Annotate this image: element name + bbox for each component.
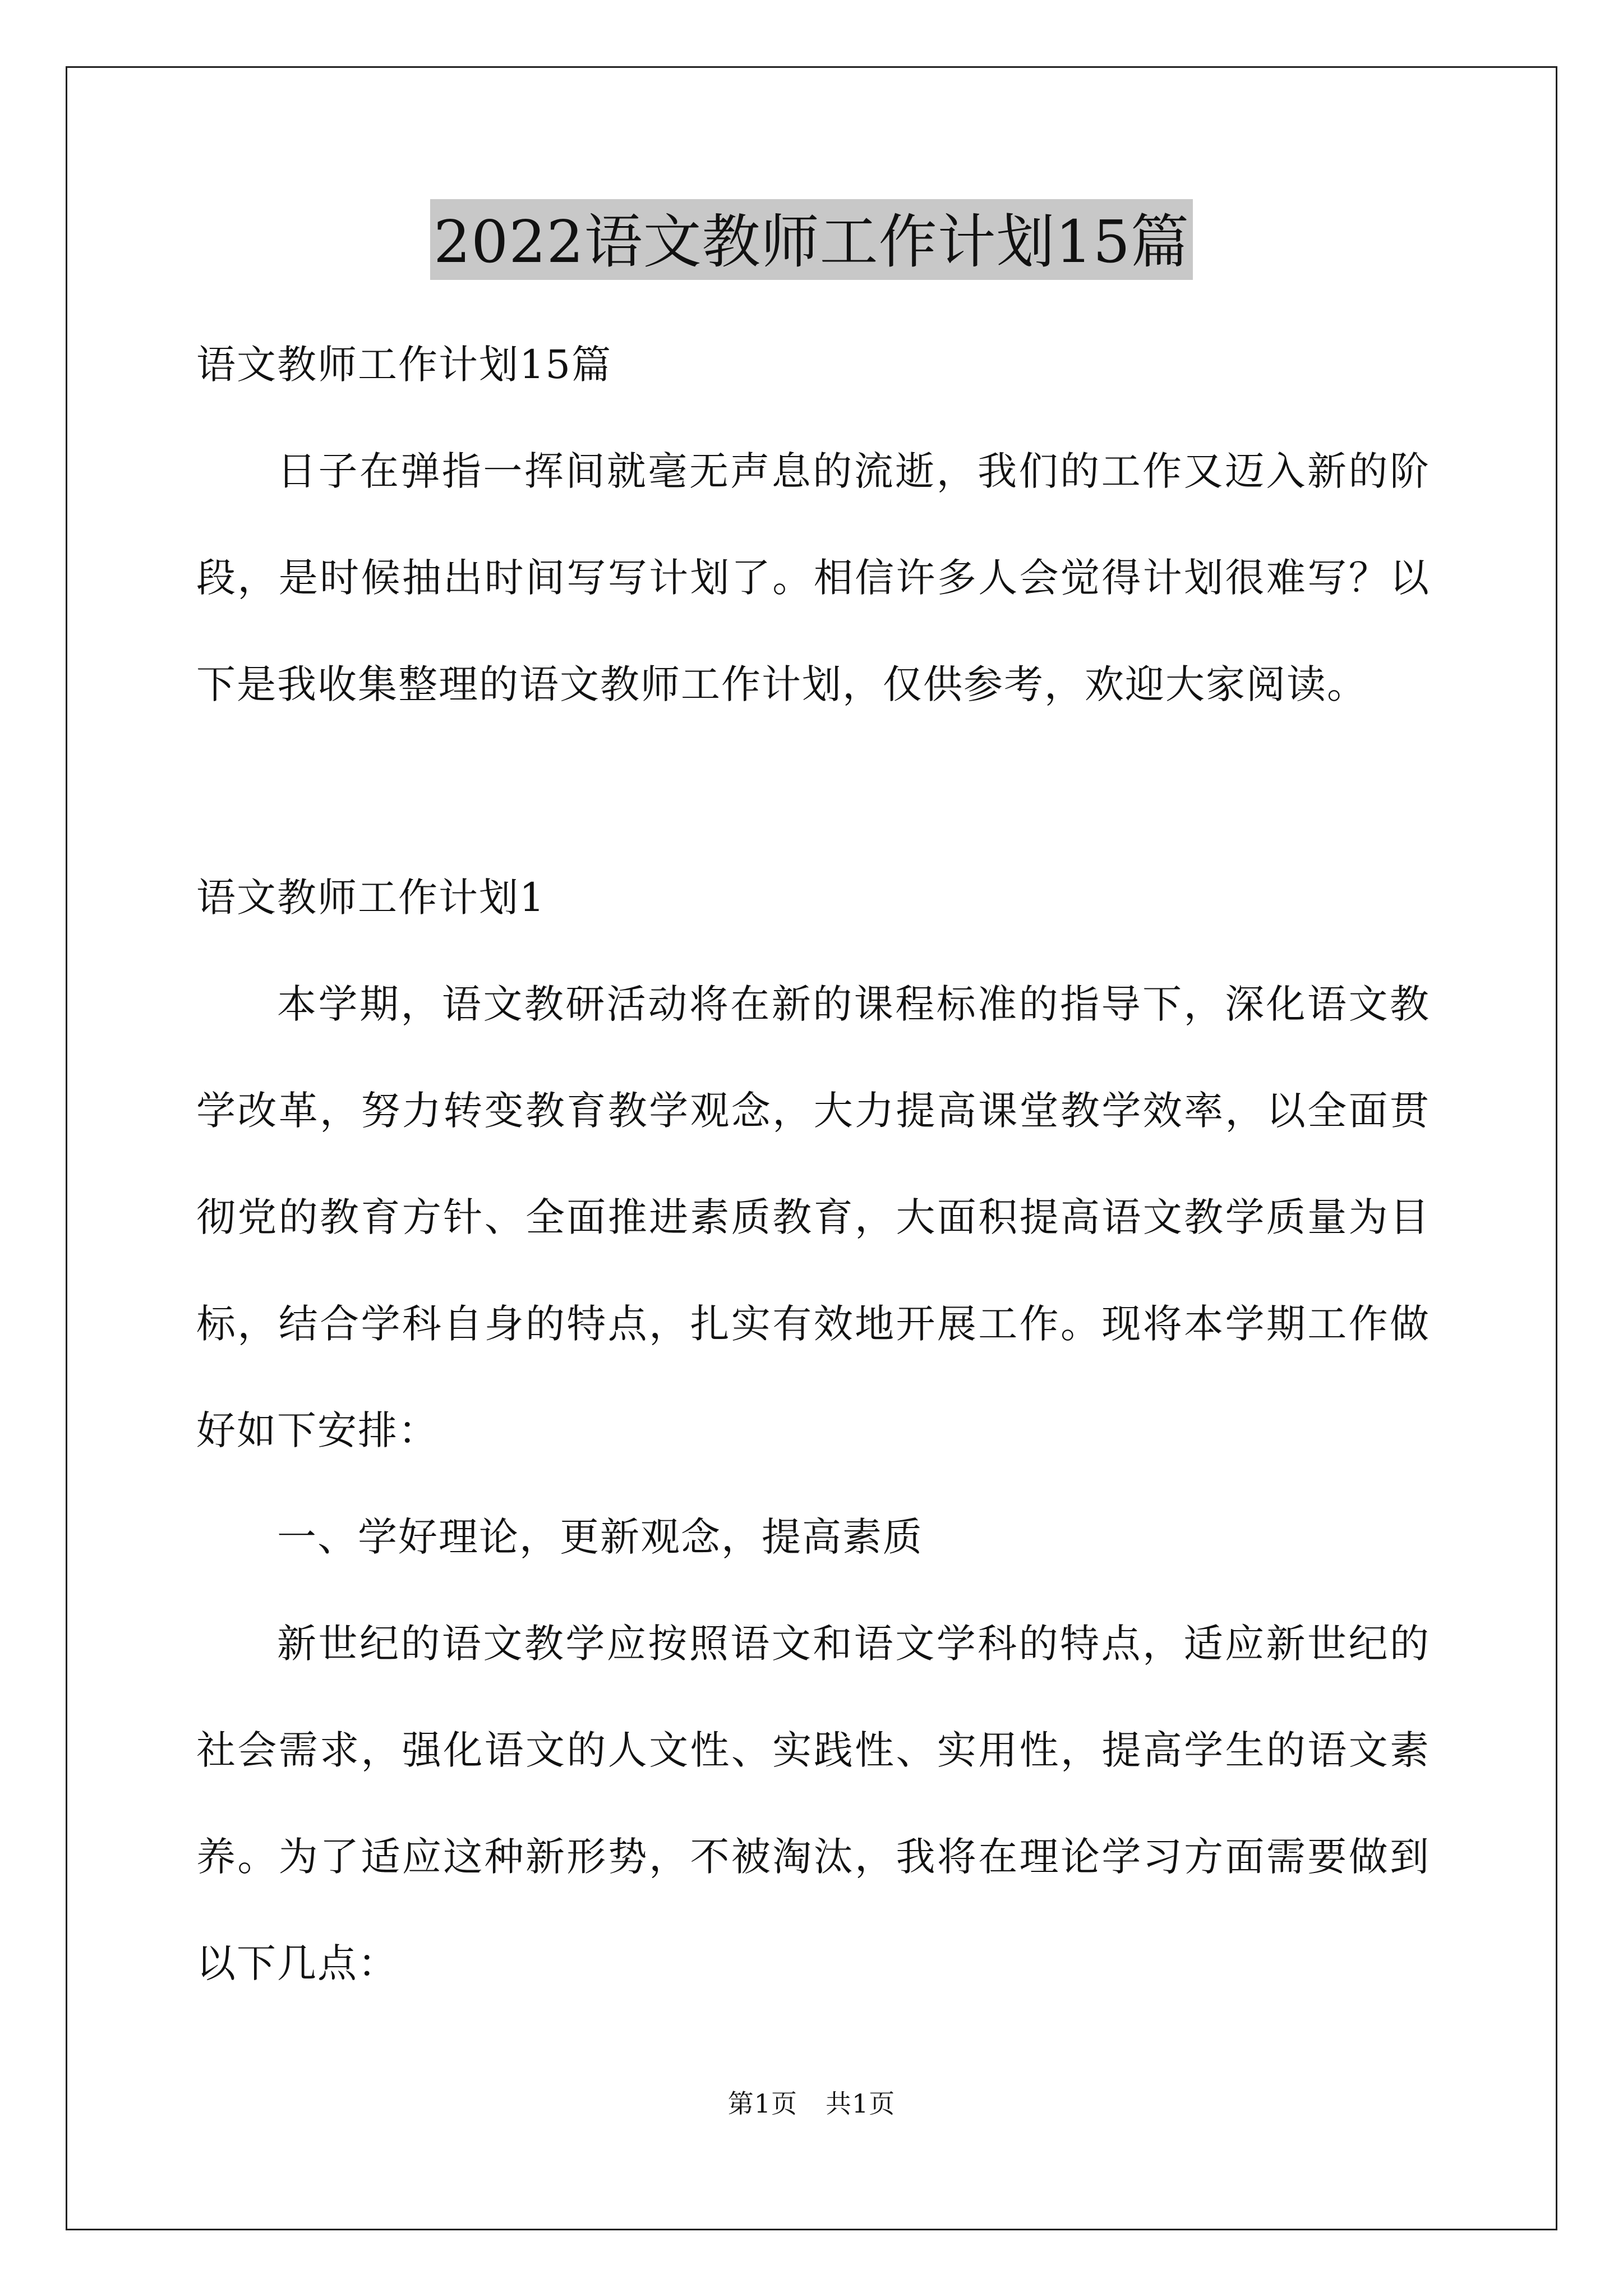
body-paragraph: 新世纪的语文教学应按照语文和语文学科的特点，适应新世纪的社会需求，强化语文的人文性、实践性、实用性，提高学生的语文素养。为了适应这种新形势，不被淘汰，我将在理论学习方面需要做到以下几点： bbox=[196, 1621, 1430, 1986]
document-title: 2022语文教师工作计划15篇 bbox=[430, 199, 1193, 280]
page-number: 第1页 bbox=[727, 2088, 797, 2119]
subsection-heading: 一、学好理论，更新观念，提高素质 bbox=[277, 1514, 923, 1560]
blank-line bbox=[196, 738, 1430, 844]
body-paragraph: 本学期，语文教研活动将在新的课程标准的指导下，深化语文教学改革，努力转变教育教学观念，大力提高课堂教学效率，以全面贯彻党的教育方针、全面推进素质教育，大面积提高语文教学质量为目标，结合学科自身的特点，扎实有效地开展工作。现将本学期工作做好如下安排： bbox=[196, 981, 1430, 1453]
subtitle: 语文教师工作计划15篇 bbox=[196, 342, 612, 388]
page-total: 共1页 bbox=[826, 2088, 896, 2119]
title-wrap bbox=[0, 199, 1623, 280]
document-body bbox=[196, 311, 1430, 2017]
section-heading: 语文教师工作计划1 bbox=[196, 875, 546, 921]
intro-paragraph: 日子在弹指一挥间就毫无声息的流逝，我们的工作又迈入新的阶段，是时候抽出时间写写计划了。相信许多人会觉得计划很难写？以下是我收集整理的语文教师工作计划，仅供参考，欢迎大家阅读。 bbox=[196, 448, 1430, 707]
page-footer bbox=[0, 2087, 1623, 2120]
